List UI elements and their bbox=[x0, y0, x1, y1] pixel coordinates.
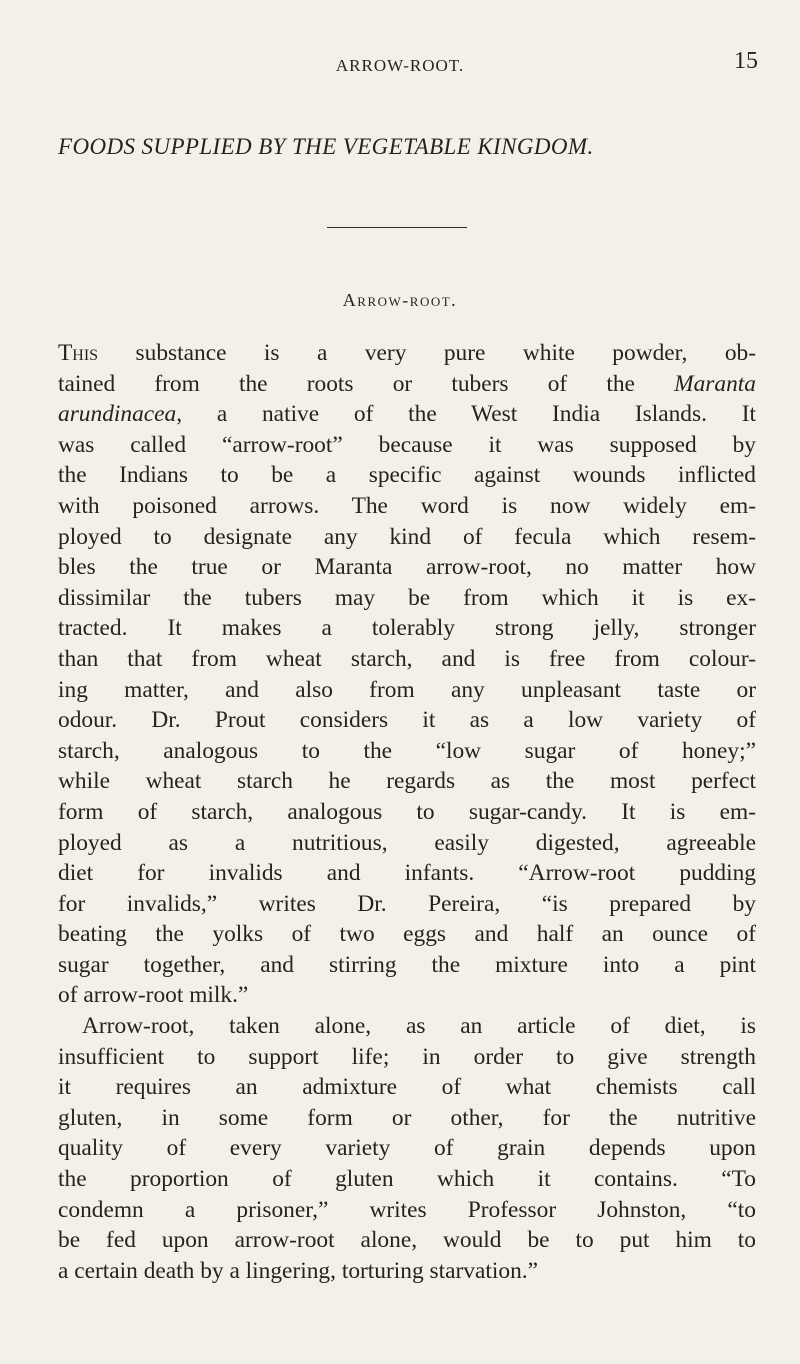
text-line: condemn a prisoner,” writes Professor Johnston, “to bbox=[58, 1196, 756, 1223]
text-line: bles the true or Maranta arrow-root, no matter how bbox=[58, 554, 756, 581]
text-line: Arrow-root, taken alone, as an article of diet, is bbox=[82, 1013, 756, 1040]
text-line: sugar together, and stirring the mixture into a pint bbox=[58, 951, 756, 978]
text-line: insufficient to support life; in order to give strength bbox=[58, 1043, 756, 1070]
text-line: starch, analogous to the “low sugar of honey;” bbox=[58, 737, 756, 764]
species-name: arundinacea bbox=[58, 401, 177, 428]
opening-word: This bbox=[58, 340, 99, 366]
text-line: a certain death by a lingering, torturing starvation.” bbox=[58, 1257, 538, 1284]
page-number: 15 bbox=[734, 48, 758, 74]
text-line: of arrow-root milk.” bbox=[58, 982, 249, 1009]
text-line: tained from the roots or tubers of the Maranta bbox=[58, 370, 756, 397]
article-body bbox=[58, 338, 756, 1286]
text-line: diet for invalids and infants. “Arrow-root pudding bbox=[58, 860, 756, 887]
article-title: Arrow-root. bbox=[342, 290, 458, 310]
text-line: form of starch, analogous to sugar-candy. It is em- bbox=[58, 798, 756, 825]
text-line: was called “arrow-root” because it was supposed by bbox=[58, 431, 756, 458]
text-line: dissimilar the tubers may be from which it is ex- bbox=[58, 584, 756, 611]
text-line: tracted. It makes a tolerably strong jelly, stronger bbox=[58, 615, 756, 642]
text-line: arundinacea, a native of the West India Islands. It bbox=[58, 401, 756, 428]
section-divider bbox=[327, 227, 467, 228]
text-line: odour. Dr. Prout considers it as a low variety of bbox=[58, 707, 756, 734]
text-line: than that from wheat starch, and is free from colour- bbox=[58, 645, 756, 672]
text-line: with poisoned arrows. The word is now widely em- bbox=[58, 492, 756, 519]
running-head: ARROW-ROOT. bbox=[335, 56, 465, 75]
text-line: the proportion of gluten which it contains. “To bbox=[58, 1166, 756, 1193]
text-line: gluten, in some form or other, for the nutritive bbox=[58, 1104, 756, 1131]
section-title: FOODS SUPPLIED BY THE VEGETABLE KINGDOM. bbox=[58, 134, 594, 159]
text-line: while wheat starch he regards as the most perfect bbox=[58, 768, 756, 795]
text-line: the Indians to be a specific against wounds inflicted bbox=[58, 462, 756, 489]
text-line: quality of every variety of grain depends upon bbox=[58, 1135, 756, 1162]
text-line: This substance is a very pure white powder, ob- bbox=[58, 340, 756, 366]
genus-name: Maranta bbox=[674, 370, 756, 397]
text-line: beating the yolks of two eggs and half an ounce of bbox=[58, 921, 756, 948]
text-line: ing matter, and also from any unpleasant taste or bbox=[58, 676, 756, 703]
text-line: be fed upon arrow-root alone, would be to put him to bbox=[58, 1227, 756, 1254]
text-line: for invalids,” writes Dr. Pereira, “is prepared by bbox=[58, 890, 756, 917]
text-line: ployed to designate any kind of fecula which resem- bbox=[58, 523, 756, 550]
text-line: it requires an admixture of what chemists call bbox=[58, 1074, 756, 1101]
text-line: ployed as a nutritious, easily digested, agreeable bbox=[58, 829, 756, 856]
